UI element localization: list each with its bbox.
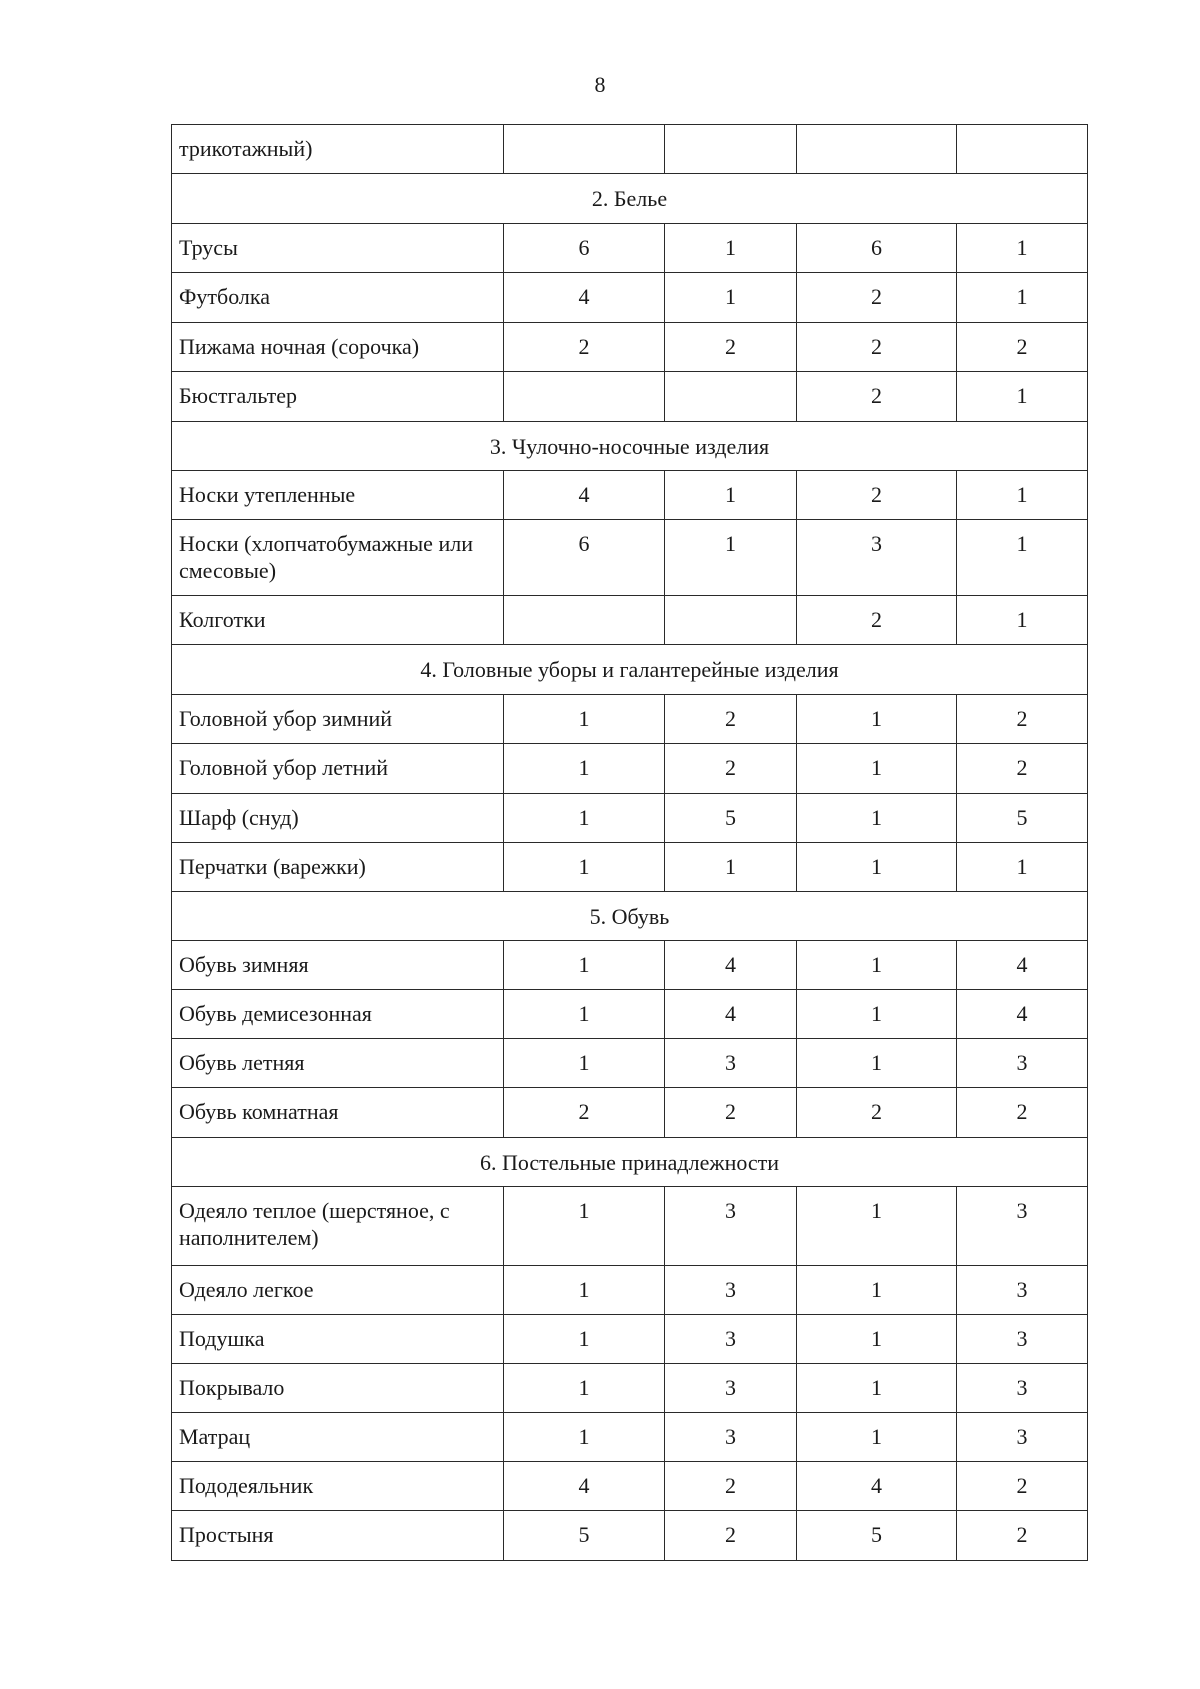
quantity-cell: 3 (957, 1039, 1088, 1088)
quantity-cell: 1 (797, 990, 957, 1039)
quantity-cell: 1 (665, 273, 797, 323)
item-name-cell: Обувь комнатная (172, 1088, 504, 1138)
quantity-cell: 1 (504, 744, 665, 794)
table-row (172, 744, 1088, 794)
item-name-cell: Носки утепленные (172, 471, 504, 520)
quantity-cell: 3 (665, 1315, 797, 1364)
quantity-cell: 2 (957, 695, 1088, 744)
item-name-cell: Головной убор летний (172, 744, 504, 794)
item-name-cell: трикотажный) (172, 125, 504, 174)
quantity-cell: 4 (797, 1462, 957, 1511)
section-header-row (172, 892, 1088, 941)
section-title: 5. Обувь (172, 892, 1088, 941)
item-name-cell: Обувь демисезонная (172, 990, 504, 1039)
section-title: 3. Чулочно-носочные изделия (172, 422, 1088, 471)
table-row (172, 1511, 1088, 1561)
quantity-cell: 1 (504, 1315, 665, 1364)
quantity-cell (665, 372, 797, 422)
quantity-cell: 3 (957, 1413, 1088, 1462)
quantity-cell: 1 (504, 1364, 665, 1413)
quantity-cell (504, 125, 665, 174)
section-title: 6. Постельные принадлежности (172, 1138, 1088, 1187)
item-name-cell: Простыня (172, 1511, 504, 1561)
table-row (172, 323, 1088, 372)
quantity-cell: 1 (957, 843, 1088, 892)
quantity-cell: 1 (504, 695, 665, 744)
table-row (172, 695, 1088, 744)
quantity-cell: 2 (665, 1462, 797, 1511)
section-title: 2. Белье (172, 174, 1088, 224)
item-name-cell: Матрац (172, 1413, 504, 1462)
quantity-cell: 3 (957, 1266, 1088, 1315)
quantity-cell: 1 (957, 372, 1088, 422)
table-row (172, 1315, 1088, 1364)
table-row (172, 990, 1088, 1039)
quantity-cell: 4 (665, 990, 797, 1039)
quantity-cell: 2 (797, 372, 957, 422)
quantity-cell: 1 (504, 941, 665, 990)
quantity-cell: 3 (957, 1364, 1088, 1413)
quantity-cell: 2 (797, 1088, 957, 1138)
quantity-cell (665, 596, 797, 645)
quantity-cell: 3 (665, 1413, 797, 1462)
quantity-cell: 1 (797, 1266, 957, 1315)
quantity-cell (504, 596, 665, 645)
section-header-row (172, 174, 1088, 224)
table-row (172, 1462, 1088, 1511)
quantity-cell (957, 125, 1088, 174)
quantity-cell: 3 (957, 1315, 1088, 1364)
quantity-cell: 2 (665, 695, 797, 744)
quantity-cell: 4 (957, 941, 1088, 990)
quantity-cell: 4 (504, 1462, 665, 1511)
item-name-cell: Трусы (172, 224, 504, 273)
item-name-cell: Колготки (172, 596, 504, 645)
quantity-cell: 1 (797, 794, 957, 843)
quantity-cell: 1 (797, 1413, 957, 1462)
quantity-cell: 2 (504, 323, 665, 372)
item-name-cell: Футболка (172, 273, 504, 323)
table-row (172, 273, 1088, 323)
quantity-cell: 2 (957, 744, 1088, 794)
quantity-cell (504, 372, 665, 422)
quantity-cell: 1 (957, 224, 1088, 273)
quantity-cell: 5 (797, 1511, 957, 1561)
quantity-cell: 6 (504, 520, 665, 596)
quantity-cell: 1 (504, 843, 665, 892)
table-row (172, 224, 1088, 273)
quantity-cell: 3 (665, 1039, 797, 1088)
table-row (172, 471, 1088, 520)
quantity-cell: 2 (504, 1088, 665, 1138)
quantity-cell: 2 (665, 744, 797, 794)
table-row (172, 125, 1088, 174)
item-name-cell: Бюстгальтер (172, 372, 504, 422)
quantity-cell: 1 (504, 1187, 665, 1266)
quantity-cell: 1 (797, 1187, 957, 1266)
table-row (172, 1364, 1088, 1413)
quantity-cell: 2 (797, 471, 957, 520)
quantity-cell: 3 (665, 1187, 797, 1266)
item-name-cell: Одеяло теплое (шерстяное, с наполнителем) (172, 1187, 504, 1266)
item-name-cell: Шарф (снуд) (172, 794, 504, 843)
quantity-cell: 1 (665, 471, 797, 520)
item-name-cell: Пододеяльник (172, 1462, 504, 1511)
quantity-cell: 2 (957, 323, 1088, 372)
quantity-cell: 1 (957, 471, 1088, 520)
quantity-cell: 1 (665, 520, 797, 596)
table-row (172, 1266, 1088, 1315)
quantity-cell: 4 (504, 471, 665, 520)
quantity-cell: 1 (797, 1039, 957, 1088)
item-name-cell: Подушка (172, 1315, 504, 1364)
item-name-cell: Головной убор зимний (172, 695, 504, 744)
quantity-cell: 2 (797, 596, 957, 645)
quantity-cell: 3 (665, 1266, 797, 1315)
table-row (172, 520, 1088, 596)
quantity-cell: 1 (504, 794, 665, 843)
quantity-cell: 1 (797, 744, 957, 794)
quantity-cell: 1 (797, 1364, 957, 1413)
table-row (172, 596, 1088, 645)
quantity-cell: 1 (797, 843, 957, 892)
table-row (172, 1039, 1088, 1088)
quantity-cell: 2 (797, 273, 957, 323)
quantity-cell: 6 (504, 224, 665, 273)
section-header-row (172, 422, 1088, 471)
page-number: 8 (594, 72, 606, 97)
quantity-cell: 1 (797, 695, 957, 744)
item-name-cell: Перчатки (варежки) (172, 843, 504, 892)
quantity-cell: 1 (665, 843, 797, 892)
quantity-cell: 1 (957, 273, 1088, 323)
quantity-cell (797, 125, 957, 174)
table-row (172, 1088, 1088, 1138)
quantity-cell: 1 (957, 520, 1088, 596)
quantity-cell: 1 (797, 1315, 957, 1364)
quantity-cell: 1 (665, 224, 797, 273)
table-row (172, 1413, 1088, 1462)
quantity-cell: 5 (957, 794, 1088, 843)
quantity-cell (665, 125, 797, 174)
table-row (172, 941, 1088, 990)
table-body (172, 125, 1088, 1561)
quantity-cell: 3 (797, 520, 957, 596)
quantity-cell: 4 (957, 990, 1088, 1039)
quantity-cell: 6 (797, 224, 957, 273)
section-header-row (172, 1138, 1088, 1187)
table-row (172, 1187, 1088, 1266)
quantity-cell: 3 (957, 1187, 1088, 1266)
quantity-cell: 1 (504, 1413, 665, 1462)
item-name-cell: Носки (хлопчатобумажные или смесовые) (172, 520, 504, 596)
quantity-cell: 2 (957, 1462, 1088, 1511)
quantity-cell: 2 (665, 1088, 797, 1138)
table-row (172, 794, 1088, 843)
quantity-cell: 2 (665, 323, 797, 372)
quantity-cell: 2 (797, 323, 957, 372)
quantity-cell: 1 (504, 990, 665, 1039)
quantity-cell: 1 (797, 941, 957, 990)
item-name-cell: Пижама ночная (сорочка) (172, 323, 504, 372)
section-title: 4. Головные уборы и галантерейные изделия (172, 645, 1088, 695)
quantity-cell: 3 (665, 1364, 797, 1413)
quantity-cell: 2 (957, 1511, 1088, 1561)
item-name-cell: Одеяло легкое (172, 1266, 504, 1315)
table-row (172, 843, 1088, 892)
quantity-cell: 2 (957, 1088, 1088, 1138)
clothing-norms-table (171, 124, 1088, 1561)
quantity-cell: 1 (504, 1039, 665, 1088)
quantity-cell: 4 (665, 941, 797, 990)
item-name-cell: Покрывало (172, 1364, 504, 1413)
section-header-row (172, 645, 1088, 695)
item-name-cell: Обувь летняя (172, 1039, 504, 1088)
quantity-cell: 1 (504, 1266, 665, 1315)
quantity-cell: 5 (665, 794, 797, 843)
quantity-cell: 4 (504, 273, 665, 323)
quantity-cell: 1 (957, 596, 1088, 645)
quantity-cell: 2 (665, 1511, 797, 1561)
item-name-cell: Обувь зимняя (172, 941, 504, 990)
quantity-cell: 5 (504, 1511, 665, 1561)
table-row (172, 372, 1088, 422)
